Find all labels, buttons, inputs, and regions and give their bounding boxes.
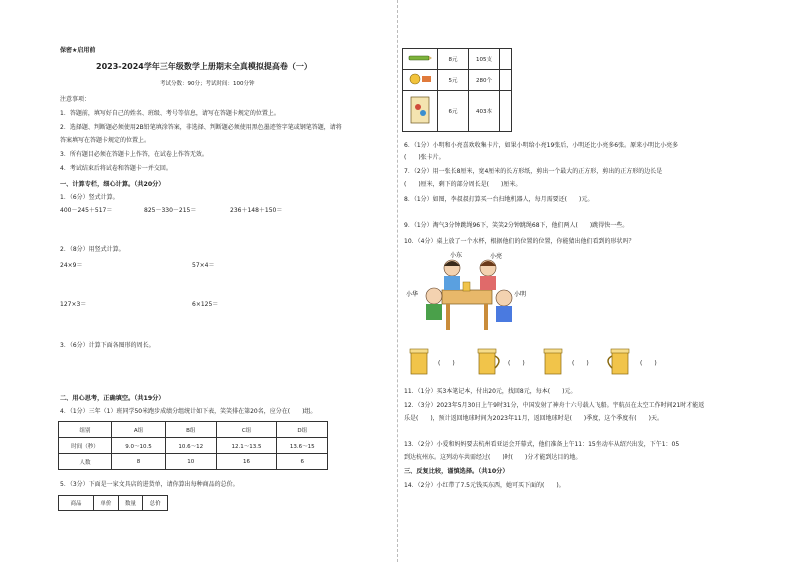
q14-text: 14．（2分）小红带了7.5元钱买东西，她可买下面的( )。 bbox=[404, 482, 565, 489]
q5-total-cell bbox=[500, 49, 512, 70]
sharpener-icon bbox=[407, 72, 433, 86]
column-divider bbox=[397, 0, 398, 562]
cup-view-1-icon bbox=[408, 346, 434, 376]
q4-header: D组 bbox=[277, 422, 328, 438]
q5-cell: 8元 bbox=[438, 49, 469, 70]
name-label-xiaoming: 小明 bbox=[514, 291, 527, 298]
q2-label: 2．（8分）用竖式计算。 bbox=[60, 246, 125, 253]
q1-item-1: 400－245＋517＝ bbox=[60, 207, 113, 214]
note-3: 3．所有题目必须在答题卡上作答，在试卷上作答无效。 bbox=[60, 151, 208, 158]
notes-heading: 注意事项： bbox=[60, 96, 91, 103]
q6-text: 6．（1分）小明和小亮喜欢收集卡片，如果小明给小亮19张后，小明还比小亮多6张。原来小明比小亮多 bbox=[404, 142, 679, 149]
q5-cell: 105支 bbox=[469, 49, 500, 70]
q5-header: 单价 bbox=[94, 496, 119, 511]
q5-text: 5．（3分）下面是一家文具店的进货单，请你算出每种商品的总价。 bbox=[60, 481, 239, 488]
q4-cell: 10 bbox=[166, 454, 217, 470]
q5-table bbox=[58, 495, 168, 511]
q5-header: 商品 bbox=[59, 496, 94, 511]
product-pen-cell bbox=[403, 49, 438, 70]
section3-heading: 三、反复比较，谨慎选择。（共10分） bbox=[404, 468, 509, 475]
q4-cell: 人数 bbox=[59, 454, 112, 470]
q13-text: 13．（2分）小爱和妈妈要去杭州看亚运会开幕式，他们准备上午11：15坐动车从绍兴出发，下午1：05 bbox=[404, 441, 680, 448]
secret-label: 保密★启用前 bbox=[60, 47, 96, 54]
q4-cell: 8 bbox=[112, 454, 166, 470]
cup-answer-4[interactable]: ( ) bbox=[640, 360, 657, 367]
table-scene-figure bbox=[404, 248, 544, 338]
q5-total-cell bbox=[500, 70, 512, 91]
q13-text-b: 到达杭州东。这列动车共需经过( )时( )分才能到达目的地。 bbox=[404, 454, 582, 461]
q5-header: 数量 bbox=[118, 496, 143, 511]
pen-icon bbox=[408, 52, 432, 64]
section1-heading: 一、计算专栏，细心计算。（共20分） bbox=[60, 181, 165, 188]
q10-text: 10．（4分）桌上放了一个水杯，根据他们的位置的位置，你能猜出他们看到的形状吗？ bbox=[404, 238, 635, 245]
q4-cell: 时间（秒） bbox=[59, 438, 112, 454]
product-sharpener-cell bbox=[403, 70, 438, 91]
cup-answer-3[interactable]: ( ) bbox=[572, 360, 589, 367]
name-label-xiaodong: 小东 bbox=[450, 252, 463, 259]
note-2b: 答案填写在答题卡规定的位置上。 bbox=[60, 137, 151, 144]
q4-cell: 10.6～12 bbox=[166, 438, 217, 454]
cup-answer-2[interactable]: ( ) bbox=[508, 360, 525, 367]
q4-table bbox=[58, 421, 328, 470]
notebook-icon bbox=[409, 95, 431, 125]
q5-products-table bbox=[402, 48, 512, 132]
exam-info: 考试分数：90分；考试时间：100分钟 bbox=[160, 81, 255, 87]
note-2: 2．选择题、判断题必须使用2B铅笔填涂答案，非选择、判断题必须使用黑色墨迹签字笔或钢笔答题，请将 bbox=[60, 124, 342, 131]
q2-item-1: 24×9＝ bbox=[60, 262, 83, 269]
q4-header: B组 bbox=[166, 422, 217, 438]
q4-header: C组 bbox=[216, 422, 277, 438]
cup-views-row bbox=[408, 346, 768, 378]
q2-item-3: 127×3＝ bbox=[60, 301, 87, 308]
section2-heading: 二、用心思考，正确填空。（共19分） bbox=[60, 395, 165, 402]
q12-text: 12．（3分）2023年5月30日上午9时31分，中国发射了神舟十六号载人飞船。宇航员在太空工作时间21时才能返 bbox=[404, 402, 705, 409]
q5-header: 总价 bbox=[143, 496, 168, 511]
q5-cell: 280个 bbox=[469, 70, 500, 91]
product-notebook-cell bbox=[403, 91, 438, 132]
q5-cell: 403本 bbox=[469, 91, 500, 132]
note-1: 1．答题前，填写好自己的姓名、班级、考号等信息，请写在答题卡规定的位置上。 bbox=[60, 110, 280, 117]
q12-text-b: 乐是( )，预计返回地球时间为2023年11月，返回地球时是( )季度，这个季度有( )天。 bbox=[404, 415, 663, 422]
q7-text-b: ( )厘米，剩下的部分周长是( )厘米。 bbox=[404, 181, 522, 188]
cup-answer-1[interactable]: ( ) bbox=[438, 360, 455, 367]
q4-text: 4．（1分）三年（1）班同学50米跑步成绩分组统计如下表，笑笑排在第20名，应分在( )组。 bbox=[60, 408, 317, 415]
q2-item-2: 57×4＝ bbox=[192, 262, 215, 269]
q3-label: 3．（6分）计算下面各图形的周长。 bbox=[60, 342, 155, 349]
name-label-xiaoliang: 小亮 bbox=[490, 253, 503, 260]
name-label-xiaohua: 小华 bbox=[406, 291, 419, 298]
q11-text: 11．（1分）买3本笔记本，付出20元，找回8元，每本( )元。 bbox=[404, 388, 577, 395]
q4-cell: 12.1～13.5 bbox=[216, 438, 277, 454]
q5-cell: 5元 bbox=[438, 70, 469, 91]
q4-header: 组别 bbox=[59, 422, 112, 438]
q4-cell: 16 bbox=[216, 454, 277, 470]
exam-title: 2023-2024学年三年级数学上册期末全真模拟提高卷（一） bbox=[96, 62, 312, 71]
q2-item-4: 6×125＝ bbox=[192, 301, 219, 308]
q6-text-b: ( )张卡片。 bbox=[404, 154, 445, 161]
q5-cell: 6元 bbox=[438, 91, 469, 132]
q4-cell: 6 bbox=[277, 454, 328, 470]
q7-text: 7．（2分）用一张长8厘米，宽4厘米的长方形纸，剪出一个最大的正方形，剪出的正方形的边长是 bbox=[404, 168, 663, 175]
q9-text: 9．（1分）淘气3分钟跳绳96下，笑笑2分钟跳绳68下，他们两人( )跳得快一些。 bbox=[404, 222, 629, 229]
q4-cell: 9.0～10.5 bbox=[112, 438, 166, 454]
q1-item-3: 236＋148＋150＝ bbox=[230, 207, 283, 214]
q1-label: 1．（6分）竖式计算。 bbox=[60, 194, 119, 201]
cup-view-2-icon bbox=[476, 346, 506, 376]
q1-item-2: 825－330－215＝ bbox=[144, 207, 197, 214]
q5-total-cell bbox=[500, 91, 512, 132]
q4-header: A组 bbox=[112, 422, 166, 438]
cup-view-4-icon bbox=[604, 346, 634, 376]
cup-view-3-icon bbox=[542, 346, 568, 376]
q8-text: 8．（1分）如图，李叔叔打算买一台扫地机器人，每月需要还( )元。 bbox=[404, 196, 594, 203]
q4-cell: 13.6～15 bbox=[277, 438, 328, 454]
note-4: 4．考试结束后将试卷和答题卡一并交回。 bbox=[60, 165, 172, 172]
